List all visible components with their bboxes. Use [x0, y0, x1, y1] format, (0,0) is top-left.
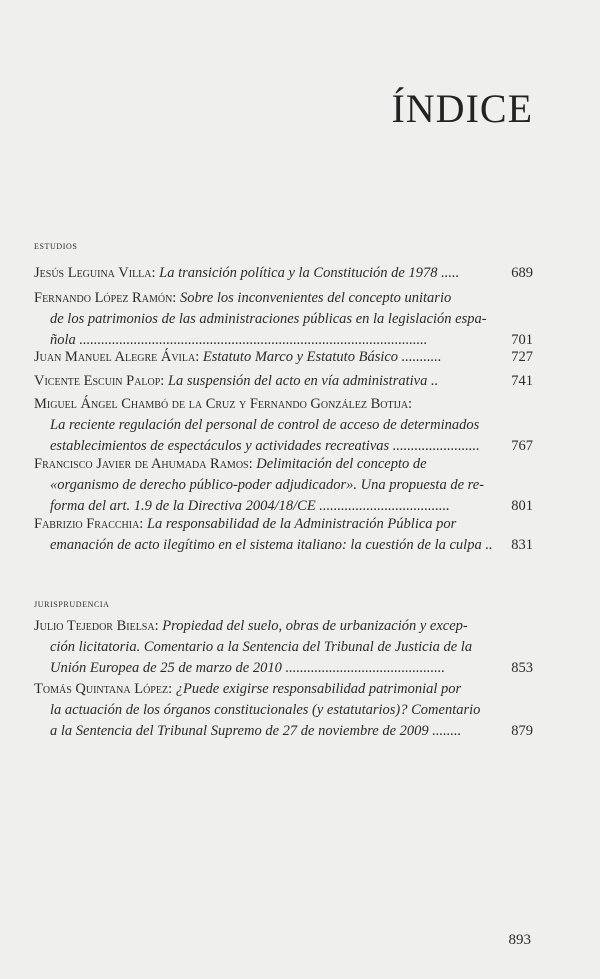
entry-line [34, 658, 533, 679]
toc-entry [34, 263, 533, 284]
entry-title: La suspensión del acto en vía administrativa .. [167, 373, 439, 389]
entry-line: de los patrimonios de las administraciones públicas en la legislación espa- [50, 311, 487, 327]
section-title-estudios: estudios [34, 238, 78, 252]
entry-page: 767 [511, 438, 533, 454]
toc-entry [34, 454, 533, 517]
entry-author: Fabrizio Fracchia: [34, 516, 144, 532]
entry-author: Francisco Javier de Ahumada Ramos: [34, 456, 253, 472]
entry-line: ción licitatoria. Comentario a la Sentencia del Tribunal de Justicia de la [50, 639, 473, 655]
entry-page: 727 [511, 349, 533, 365]
page-number: 893 [508, 932, 531, 948]
entry-line [34, 347, 533, 368]
entry-title: Propiedad del suelo, obras de urbanización y excep- [162, 618, 468, 634]
entry-line [34, 721, 533, 742]
entry-page: 741 [511, 373, 533, 389]
entry-line [34, 263, 533, 284]
entry-line [34, 454, 530, 475]
section-title-jurisprudencia: jurisprudencia [34, 596, 110, 610]
entry-line [34, 514, 530, 535]
entry-line [34, 616, 530, 637]
entry-line: la actuación de los órganos constitucionales (y estatutarios)? Comentario [50, 702, 481, 718]
entry-line: La reciente regulación del personal de control de acceso de determinados [50, 417, 480, 433]
entry-line [34, 371, 533, 392]
entry-page: 853 [511, 660, 533, 676]
entry-page: 701 [511, 332, 533, 348]
page-title: ÍNDICE [391, 86, 533, 131]
entry-title: Sobre los inconvenientes del concepto unitario [179, 290, 452, 306]
entry-author: Fernando López Ramón: [34, 290, 177, 306]
entry-line [34, 679, 530, 700]
entry-title: Unión Europea de 25 de marzo de 2010 ............................................ [50, 660, 445, 676]
toc-entry [34, 679, 533, 742]
entry-author: Julio Tejedor Bielsa: [34, 618, 159, 634]
entry-line: «organismo de derecho público-poder adjudicador». Una propuesta de re- [50, 477, 484, 493]
entry-page: 689 [511, 265, 533, 281]
entry-title: emanación de acto ilegítimo en el sistema italiano: la cuestión de la culpa .. [50, 537, 493, 553]
entry-line [34, 288, 530, 309]
entry-title: ñola ................................................................................................ [50, 332, 428, 348]
entry-title: La transición política y la Constitución de 1978 ..... [159, 265, 460, 281]
toc-entry [34, 616, 533, 679]
entry-title: establecimientos de espectáculos y actividades recreativas ........................ [50, 438, 480, 454]
entry-page: 831 [511, 537, 533, 553]
entry-author: Miguel Ángel Chambó de la Cruz y Fernando González Botija: [34, 396, 413, 412]
entry-title: a la Sentencia del Tribunal Supremo de 27 de noviembre de 2009 ........ [50, 723, 462, 739]
toc-entry [34, 514, 533, 556]
entry-author: Tomás Quintana López: [34, 681, 173, 697]
entry-page: 879 [511, 723, 533, 739]
toc-entry [34, 288, 533, 351]
entry-title: Estatuto Marco y Estatuto Básico ........... [202, 349, 442, 365]
entry-author: Juan Manuel Alegre Ávila: [34, 349, 200, 365]
entry-title: ¿Puede exigirse responsabilidad patrimonial por [175, 681, 462, 697]
entry-title: La responsabilidad de la Administración Pública por [146, 516, 457, 532]
toc-entry [34, 347, 533, 368]
entry-author: Vicente Escuin Palop: [34, 373, 165, 389]
entry-title: Delimitación del concepto de [256, 456, 427, 472]
entry-line [34, 535, 533, 556]
toc-entry [34, 394, 533, 457]
toc-entry [34, 371, 533, 392]
entry-title: forma del art. 1.9 de la Directiva 2004/18/CE .................................... [50, 498, 450, 514]
entry-page: 801 [511, 498, 533, 514]
entry-author: Jesús Leguina Villa: [34, 265, 156, 281]
